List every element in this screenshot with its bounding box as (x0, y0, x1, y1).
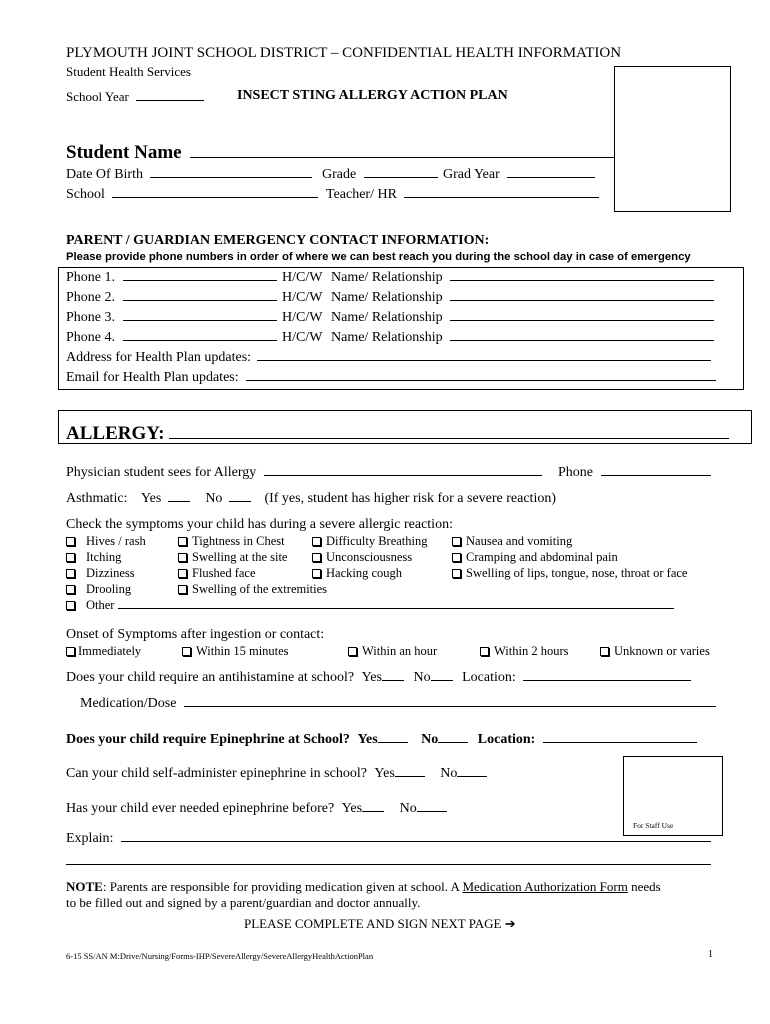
relationship-label: Name/ Relationship (331, 310, 443, 325)
antihistamine-no-label: No (413, 670, 431, 685)
department-subtitle: Student Health Services (66, 64, 191, 79)
epinephrine-location-label: Location: (477, 732, 536, 747)
student-name-label: Student Name (66, 142, 182, 163)
symptom-label: Swelling at the site (192, 550, 288, 564)
onset-label: Within 15 minutes (196, 644, 289, 658)
checkbox[interactable] (600, 647, 609, 656)
address-line[interactable] (257, 359, 711, 361)
grade-field[interactable] (322, 167, 438, 183)
needed-before-yes-label: Yes (341, 801, 363, 816)
checkbox[interactable] (66, 553, 75, 562)
symptom-swelling-face[interactable] (452, 566, 687, 581)
phone-type-1: H/C/W (282, 270, 323, 285)
physician-line[interactable] (264, 474, 542, 476)
asthmatic-yes-label: Yes (140, 491, 162, 506)
symptom-cramping[interactable] (452, 550, 618, 565)
needed-before-question: Has your child ever needed epinephrine before? (66, 801, 335, 816)
form-title: INSECT STING ALLERGY ACTION PLAN (237, 88, 508, 103)
phone-line[interactable] (123, 279, 277, 281)
onset-label: Unknown or varies (614, 644, 710, 658)
phone-type-2: H/C/W (282, 290, 323, 305)
antihistamine-yes-label: Yes (361, 670, 382, 685)
checkbox[interactable] (66, 537, 75, 546)
symptom-label: Dizziness (86, 566, 135, 580)
epinephrine-yes-line[interactable] (378, 741, 408, 743)
onset-15-minutes[interactable] (182, 644, 289, 659)
checkbox[interactable] (178, 553, 187, 562)
medication-dose-field[interactable] (80, 696, 716, 712)
allergy-heading: ALLERGY: (66, 423, 165, 444)
grad-year-field[interactable] (443, 167, 595, 183)
antihistamine-row[interactable] (66, 670, 691, 686)
checkbox[interactable] (480, 647, 489, 656)
grad-year-line[interactable] (507, 176, 595, 178)
phone-label: Phone 1. (66, 270, 115, 285)
antihistamine-question: Does your child require an antihistamine at school? (66, 670, 355, 685)
symptom-swelling-site[interactable] (178, 550, 287, 565)
relationship-line[interactable] (450, 319, 714, 321)
note-label: NOTE (66, 879, 103, 894)
asthmatic-label: Asthmatic: (66, 491, 128, 506)
relationship-row-4[interactable] (331, 330, 714, 346)
checkbox[interactable] (178, 537, 187, 546)
note-text-after: needs (631, 879, 661, 894)
checkbox[interactable] (66, 601, 75, 610)
symptom-dizziness[interactable] (66, 566, 135, 581)
epinephrine-location-line[interactable] (543, 741, 697, 743)
symptom-label: Tightness in Chest (192, 534, 285, 548)
phone-row-2[interactable] (66, 290, 277, 306)
phone-row-1[interactable] (66, 270, 277, 286)
student-name-field[interactable] (66, 142, 614, 164)
relationship-line[interactable] (450, 299, 714, 301)
symptom-label: Itching (86, 550, 122, 564)
medication-dose-line[interactable] (184, 705, 716, 707)
relationship-row-2[interactable] (331, 290, 714, 306)
phone-label: Phone 3. (66, 310, 115, 325)
checkbox[interactable] (312, 553, 321, 562)
antihistamine-no-line[interactable] (431, 679, 453, 681)
phone-label: Phone 4. (66, 330, 115, 345)
explain-field[interactable] (66, 831, 711, 847)
checkbox[interactable] (66, 647, 75, 656)
symptom-hives[interactable] (66, 534, 146, 549)
symptom-drooling[interactable] (66, 582, 131, 597)
school-line[interactable] (112, 196, 318, 198)
footer-code: 6-15 SS/AN M:Drive/Nursing/Forms-IHP/SevereAllergy/SevereAllergyHealthActionPlan (66, 951, 374, 961)
self-administer-row[interactable] (66, 766, 487, 782)
checkbox[interactable] (312, 537, 321, 546)
epinephrine-question: Does your child require Epinephrine at School? (66, 732, 350, 747)
checkbox[interactable] (66, 585, 75, 594)
symptom-label: Hacking cough (326, 566, 403, 580)
symptom-label: Other (86, 598, 115, 612)
checkbox[interactable] (452, 537, 461, 546)
symptom-label: Nausea and vomiting (466, 534, 573, 548)
phone-type-3: H/C/W (282, 310, 323, 325)
checkbox[interactable] (178, 585, 187, 594)
phone-row-3[interactable] (66, 310, 277, 326)
teacher-label: Teacher/ HR (326, 187, 397, 202)
checkbox[interactable] (452, 553, 461, 562)
address-label: Address for Health Plan updates: (66, 350, 252, 365)
onset-immediately[interactable] (66, 644, 141, 659)
onset-2-hours[interactable] (480, 644, 569, 659)
epinephrine-row[interactable] (66, 732, 697, 748)
asthmatic-row[interactable] (66, 491, 556, 507)
asthma-note: (If yes, student has higher risk for a severe reaction) (264, 491, 556, 506)
school-year-line[interactable] (136, 99, 204, 101)
relationship-row-3[interactable] (331, 310, 714, 326)
email-label: Email for Health Plan updates: (66, 370, 239, 385)
photo-box[interactable] (614, 66, 731, 212)
relationship-label: Name/ Relationship (331, 330, 443, 345)
medication-authorization-link[interactable]: Medication Authorization Form (462, 879, 628, 894)
relationship-label: Name/ Relationship (331, 290, 443, 305)
teacher-field[interactable] (326, 187, 599, 203)
asthmatic-yes-line[interactable] (168, 500, 190, 502)
dob-field[interactable] (66, 167, 312, 183)
dob-label: Date Of Birth (66, 167, 143, 182)
physician-phone-label: Phone (558, 465, 593, 480)
grade-label: Grade (322, 167, 357, 182)
teacher-line[interactable] (404, 196, 599, 198)
symptom-label: Flushed face (192, 566, 256, 580)
phone-line[interactable] (123, 339, 277, 341)
explain-line-2[interactable] (66, 864, 711, 865)
medication-dose-label: Medication/Dose (80, 696, 177, 711)
onset-unknown[interactable] (600, 644, 710, 659)
symptom-flushed[interactable] (178, 566, 256, 581)
symptom-label: Drooling (86, 582, 132, 596)
note-text: : Parents are responsible for providing medication given at school. A (102, 879, 460, 894)
student-name-line[interactable] (190, 156, 614, 158)
relationship-line[interactable] (450, 339, 714, 341)
allergy-field[interactable] (66, 423, 729, 445)
epinephrine-no-label: No (421, 732, 439, 747)
self-administer-yes-line[interactable] (395, 775, 425, 777)
symptom-unconscious[interactable] (312, 550, 412, 565)
address-field[interactable] (66, 350, 711, 366)
symptom-label: Swelling of the extremities (192, 582, 328, 596)
school-year-label: School Year (66, 89, 129, 104)
antihistamine-location-label: Location: (462, 670, 516, 685)
checkbox[interactable] (178, 569, 187, 578)
needed-before-yes-line[interactable] (362, 810, 384, 812)
antihistamine-location-line[interactable] (523, 679, 691, 681)
other-line[interactable] (118, 607, 674, 609)
needed-before-no-label: No (399, 801, 417, 816)
school-year-field[interactable] (66, 89, 204, 105)
note-line-2: to be filled out and signed by a parent/guardian and doctor annually. (66, 895, 421, 910)
symptoms-prompt: Check the symptoms your child has during a severe allergic reaction: (66, 517, 453, 532)
staff-use-label: For Staff Use (633, 821, 674, 830)
needed-before-no-line[interactable] (417, 810, 447, 812)
symptom-label: Hives / rash (86, 534, 146, 548)
onset-label: Within 2 hours (494, 644, 569, 658)
grade-line[interactable] (364, 176, 438, 178)
phone-line[interactable] (123, 319, 277, 321)
onset-hour[interactable] (348, 644, 437, 659)
symptom-label: Unconsciousness (326, 550, 413, 564)
relationship-label: Name/ Relationship (331, 270, 443, 285)
symptom-breathing[interactable] (312, 534, 427, 549)
relationship-line[interactable] (450, 279, 714, 281)
explain-label: Explain: (66, 831, 114, 846)
symptom-itching[interactable] (66, 550, 121, 565)
checkbox[interactable] (312, 569, 321, 578)
school-label: School (66, 187, 105, 202)
symptom-nausea[interactable] (452, 534, 572, 549)
self-administer-no-label: No (440, 766, 458, 781)
district-title: PLYMOUTH JOINT SCHOOL DISTRICT – CONFIDENTIAL HEALTH INFORMATION (66, 45, 622, 61)
self-administer-yes-label: Yes (374, 766, 395, 781)
school-field[interactable] (66, 187, 318, 203)
physician-phone-line[interactable] (601, 474, 711, 476)
symptom-label: Difficulty Breathing (326, 534, 428, 548)
asthmatic-no-label: No (205, 491, 223, 506)
checkbox[interactable] (452, 569, 461, 578)
self-administer-question: Can your child self-administer epinephrine in school? (66, 766, 367, 781)
symptom-cough[interactable] (312, 566, 402, 581)
onset-label: Within an hour (362, 644, 438, 658)
page-number: 1 (708, 949, 713, 960)
phone-line[interactable] (123, 299, 277, 301)
symptom-extremities[interactable] (178, 582, 327, 597)
phone-row-4[interactable] (66, 330, 277, 346)
onset-label: Immediately (78, 644, 142, 658)
needed-before-row[interactable] (66, 801, 447, 817)
email-line[interactable] (246, 379, 716, 381)
phone-label: Phone 2. (66, 290, 115, 305)
physician-phone-field[interactable] (558, 465, 711, 481)
explain-line[interactable] (121, 840, 711, 842)
grad-year-label: Grad Year (443, 167, 500, 182)
contact-heading: PARENT / GUARDIAN EMERGENCY CONTACT INFORMATION: (66, 233, 490, 248)
asthmatic-no-line[interactable] (229, 500, 251, 502)
phone-type-4: H/C/W (282, 330, 323, 345)
checkbox[interactable] (182, 647, 191, 656)
symptom-tightness[interactable] (178, 534, 285, 549)
physician-label: Physician student sees for Allergy (66, 465, 257, 480)
epinephrine-yes-label: Yes (357, 732, 378, 747)
symptom-label: Cramping and abdominal pain (466, 550, 618, 564)
allergy-line[interactable] (169, 437, 729, 439)
dob-line[interactable] (150, 176, 312, 178)
symptom-label: Swelling of lips, tongue, nose, throat or face (466, 566, 688, 580)
email-field[interactable] (66, 370, 716, 386)
epinephrine-no-line[interactable] (438, 741, 468, 743)
antihistamine-yes-line[interactable] (382, 679, 404, 681)
contact-instruction: Please provide phone numbers in order of where we can best reach you during the school day in case of emergency (66, 251, 691, 263)
checkbox[interactable] (66, 569, 75, 578)
self-administer-no-line[interactable] (457, 775, 487, 777)
symptom-other[interactable] (66, 598, 674, 613)
checkbox[interactable] (348, 647, 357, 656)
onset-prompt: Onset of Symptoms after ingestion or contact: (66, 627, 325, 642)
physician-field[interactable] (66, 465, 542, 481)
relationship-row-1[interactable] (331, 270, 714, 286)
note-line-1 (66, 879, 661, 895)
next-page-instruction: PLEASE COMPLETE AND SIGN NEXT PAGE ➔ (244, 916, 516, 931)
